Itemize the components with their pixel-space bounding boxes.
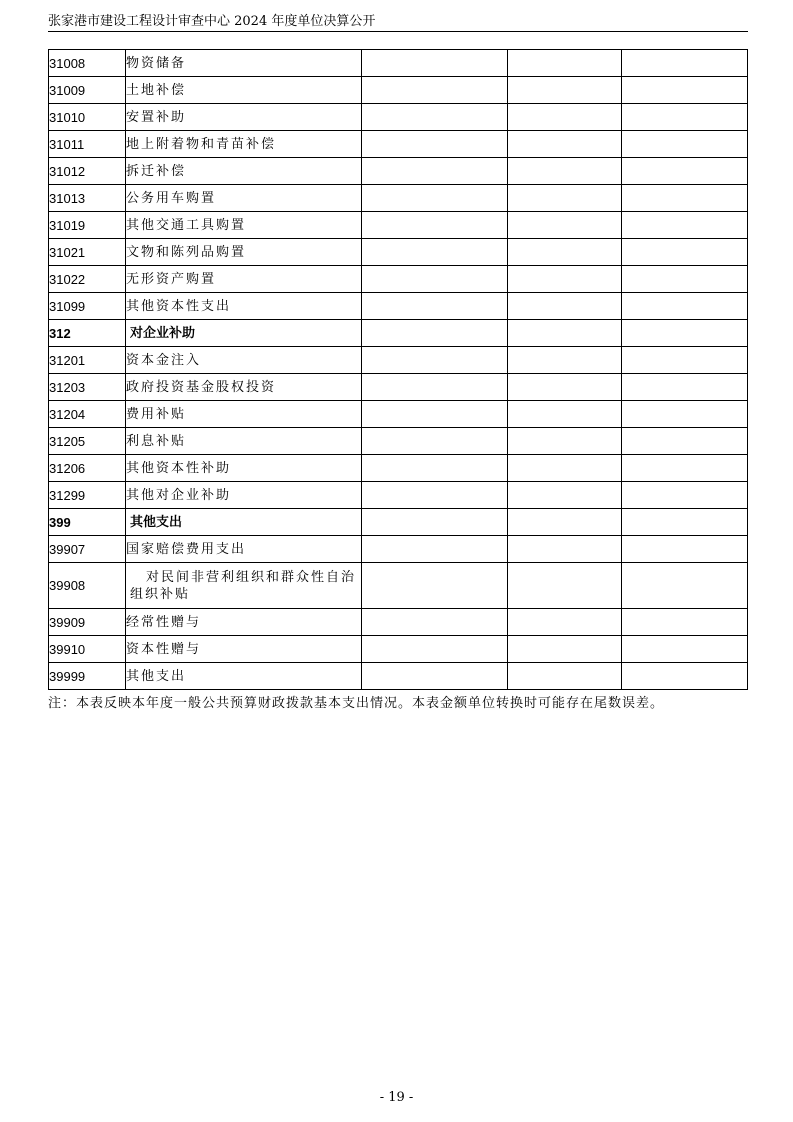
amount-cell	[508, 347, 622, 374]
subject-code: 31299	[49, 482, 126, 509]
subject-name: 无形资产购置	[126, 266, 362, 293]
amount-cell	[508, 158, 622, 185]
subject-code: 31013	[49, 185, 126, 212]
amount-cell	[362, 636, 508, 663]
subject-name: 地上附着物和青苗补偿	[126, 131, 362, 158]
table-row	[49, 455, 748, 482]
amount-cell	[508, 374, 622, 401]
table-row	[49, 536, 748, 563]
subject-name: 费用补贴	[126, 401, 362, 428]
amount-cell	[508, 536, 622, 563]
header-divider	[48, 31, 748, 32]
amount-cell	[508, 77, 622, 104]
table-note: 注：本表反映本年度一般公共预算财政拨款基本支出情况。本表金额单位转换时可能存在尾数误差。	[48, 696, 665, 711]
page-number: - 19 -	[379, 1090, 414, 1105]
subject-code: 31204	[49, 401, 126, 428]
table-row	[49, 212, 748, 239]
subject-name: 土地补偿	[126, 77, 362, 104]
table-row	[49, 293, 748, 320]
amount-cell	[362, 428, 508, 455]
subject-name: 对企业补助	[126, 320, 362, 347]
subject-code: 312	[49, 320, 126, 347]
subject-name: 公务用车购置	[126, 185, 362, 212]
table-row	[49, 77, 748, 104]
amount-cell	[622, 636, 748, 663]
subject-name: 国家赔偿费用支出	[126, 536, 362, 563]
amount-cell	[362, 401, 508, 428]
subject-name: 其他资本性支出	[126, 293, 362, 320]
amount-cell	[362, 131, 508, 158]
amount-cell	[508, 609, 622, 636]
amount-cell	[362, 374, 508, 401]
amount-cell	[508, 509, 622, 536]
amount-cell	[622, 455, 748, 482]
amount-cell	[622, 266, 748, 293]
subject-code: 31022	[49, 266, 126, 293]
amount-cell	[622, 104, 748, 131]
amount-cell	[362, 266, 508, 293]
subject-code: 39909	[49, 609, 126, 636]
amount-cell	[508, 185, 622, 212]
subject-code: 31011	[49, 131, 126, 158]
subject-code: 31008	[49, 50, 126, 77]
amount-cell	[622, 239, 748, 266]
amount-cell	[622, 320, 748, 347]
subject-code: 31021	[49, 239, 126, 266]
amount-cell	[362, 239, 508, 266]
amount-cell	[622, 609, 748, 636]
amount-cell	[622, 347, 748, 374]
subject-code: 31206	[49, 455, 126, 482]
subject-code: 39999	[49, 663, 126, 690]
subject-name: 其他资本性补助	[126, 455, 362, 482]
subject-code: 31010	[49, 104, 126, 131]
amount-cell	[622, 563, 748, 609]
amount-cell	[508, 455, 622, 482]
amount-cell	[508, 428, 622, 455]
amount-cell	[362, 320, 508, 347]
subject-name: 资本金注入	[126, 347, 362, 374]
page-header: 张家港市建设工程设计审查中心 2024 年度单位决算公开	[48, 14, 376, 29]
subject-name: 政府投资基金股权投资	[126, 374, 362, 401]
table-row	[49, 347, 748, 374]
amount-cell	[362, 536, 508, 563]
amount-cell	[362, 563, 508, 609]
subject-name: 文物和陈列品购置	[126, 239, 362, 266]
table-row	[49, 158, 748, 185]
subject-code: 31201	[49, 347, 126, 374]
subject-code: 31205	[49, 428, 126, 455]
table-row	[49, 509, 748, 536]
table-row	[49, 50, 748, 77]
amount-cell	[508, 482, 622, 509]
subject-code: 31019	[49, 212, 126, 239]
amount-cell	[508, 293, 622, 320]
amount-cell	[508, 50, 622, 77]
table-row	[49, 563, 748, 609]
subject-name: 利息补贴	[126, 428, 362, 455]
amount-cell	[508, 401, 622, 428]
amount-cell	[362, 293, 508, 320]
table-row	[49, 663, 748, 690]
table-row	[49, 428, 748, 455]
amount-cell	[622, 77, 748, 104]
table-row	[49, 609, 748, 636]
amount-cell	[622, 131, 748, 158]
amount-cell	[622, 50, 748, 77]
amount-cell	[508, 239, 622, 266]
amount-cell	[508, 563, 622, 609]
amount-cell	[622, 293, 748, 320]
amount-cell	[508, 636, 622, 663]
amount-cell	[362, 185, 508, 212]
amount-cell	[508, 212, 622, 239]
table-row	[49, 185, 748, 212]
subject-name: 其他支出	[126, 509, 362, 536]
subject-name: 对民间非营利组织和群众性自治组织补贴	[126, 563, 362, 609]
subject-name: 物资储备	[126, 50, 362, 77]
subject-name: 其他交通工具购置	[126, 212, 362, 239]
amount-cell	[362, 663, 508, 690]
amount-cell	[622, 536, 748, 563]
amount-cell	[622, 428, 748, 455]
amount-cell	[362, 455, 508, 482]
table-row	[49, 374, 748, 401]
table-row	[49, 636, 748, 663]
amount-cell	[362, 104, 508, 131]
amount-cell	[622, 482, 748, 509]
amount-cell	[508, 663, 622, 690]
subject-name: 安置补助	[126, 104, 362, 131]
subject-code: 31099	[49, 293, 126, 320]
subject-name: 其他支出	[126, 663, 362, 690]
amount-cell	[362, 212, 508, 239]
amount-cell	[622, 663, 748, 690]
amount-cell	[622, 158, 748, 185]
subject-code: 399	[49, 509, 126, 536]
amount-cell	[508, 266, 622, 293]
table-row	[49, 239, 748, 266]
expenditure-table	[48, 49, 748, 690]
subject-code: 39908	[49, 563, 126, 609]
subject-name: 其他对企业补助	[126, 482, 362, 509]
amount-cell	[362, 77, 508, 104]
amount-cell	[362, 609, 508, 636]
subject-code: 39910	[49, 636, 126, 663]
amount-cell	[508, 131, 622, 158]
subject-code: 31012	[49, 158, 126, 185]
amount-cell	[362, 158, 508, 185]
amount-cell	[622, 212, 748, 239]
amount-cell	[622, 185, 748, 212]
table-row	[49, 482, 748, 509]
subject-code: 39907	[49, 536, 126, 563]
amount-cell	[622, 509, 748, 536]
subject-code: 31203	[49, 374, 126, 401]
amount-cell	[362, 509, 508, 536]
table-row	[49, 320, 748, 347]
amount-cell	[362, 347, 508, 374]
subject-name: 经常性赠与	[126, 609, 362, 636]
amount-cell	[622, 401, 748, 428]
table-row	[49, 131, 748, 158]
table-row	[49, 104, 748, 131]
table-row	[49, 266, 748, 293]
subject-code: 31009	[49, 77, 126, 104]
subject-name: 资本性赠与	[126, 636, 362, 663]
table-row	[49, 401, 748, 428]
subject-name: 拆迁补偿	[126, 158, 362, 185]
amount-cell	[362, 482, 508, 509]
amount-cell	[508, 320, 622, 347]
amount-cell	[622, 374, 748, 401]
amount-cell	[362, 50, 508, 77]
amount-cell	[508, 104, 622, 131]
